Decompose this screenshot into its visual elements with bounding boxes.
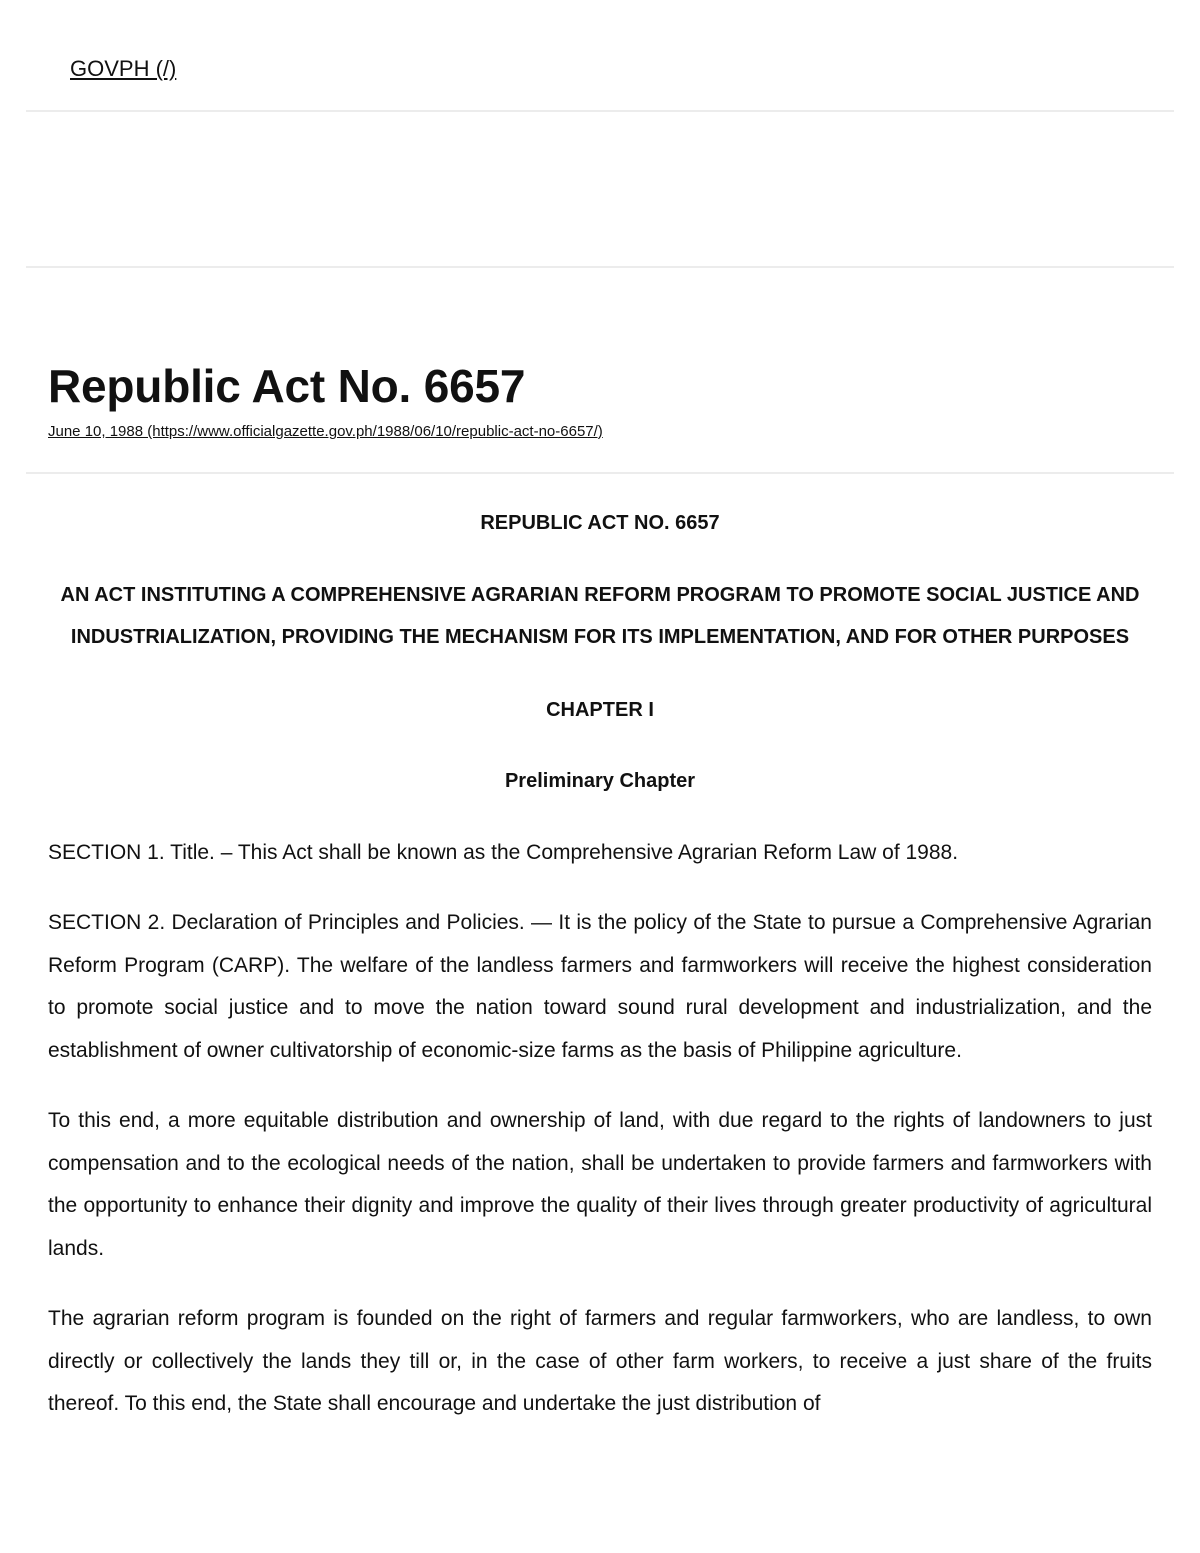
date-permalink[interactable]: June 10, 1988 (https://www.officialgazette.gov.ph/1988/06/10/republic-act-no-6657/) xyxy=(48,423,603,440)
page-title: Republic Act No. 6657 xyxy=(48,360,526,412)
body-paragraph: The agrarian reform program is founded on the right of farmers and regular farmworkers, who are landless, to own directly or collectively the lands they till or, in the case of other farm workers, to receive a just share of the fruits thereof. To this end, the State shall encourage and undertake the just distribution of xyxy=(48,1307,1152,1415)
act-heading: REPUBLIC ACT NO. 6657 xyxy=(480,512,720,534)
govph-home-link[interactable]: GOVPH (/) xyxy=(70,56,177,81)
section-2-paragraph: SECTION 2. Declaration of Principles and Policies. — It is the policy of the State to pursue a Comprehensive Agrarian Reform Program (CARP). The welfare of the landless farmers and farmworkers will receive the highest consideration to promote social justice and to move the nation toward sound rural development and industrialization, and the establishment of owner cultivatorship of economic-size farms as the basis of Philippine agriculture. xyxy=(48,911,1152,1062)
act-title: AN ACT INSTITUTING A COMPREHENSIVE AGRARIAN REFORM PROGRAM TO PROMOTE SOCIAL JUSTICE AND INDUSTRIALIZATION, PROVIDING THE MECHANISM FOR ITS IMPLEMENTATION, AND FOR OTHER PURPOSES xyxy=(60,583,1140,648)
chapter-title: Preliminary Chapter xyxy=(504,770,696,792)
top-navigation xyxy=(70,54,176,84)
section-1-paragraph: SECTION 1. Title. – This Act shall be known as the Comprehensive Agrarian Reform Law of 1988. xyxy=(48,840,959,864)
title-divider xyxy=(26,472,1174,474)
banner-divider xyxy=(26,266,1174,268)
header-divider xyxy=(26,110,1174,112)
chapter-heading: CHAPTER I xyxy=(546,698,654,721)
body-paragraph: To this end, a more equitable distribution and ownership of land, with due regard to the rights of landowners to just compensation and to the ecological needs of the nation, shall be undertaken to provide farmers and farmworkers with the opportunity to enhance their dignity and improve the quality of their lives through greater productivity of agricultural lands. xyxy=(48,1109,1152,1260)
document-body xyxy=(48,502,1152,1454)
